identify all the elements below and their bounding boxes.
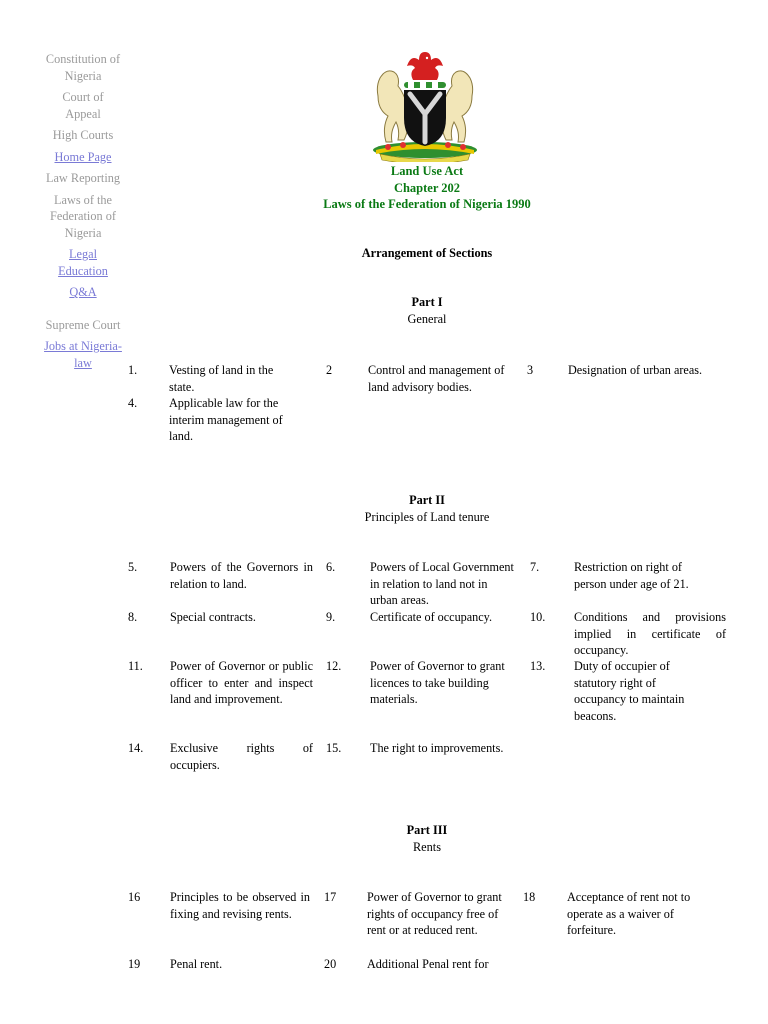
sidebar-item-home-page[interactable]: Home Page <box>54 149 112 164</box>
section-number: 7. <box>530 560 540 574</box>
sidebar-item-laws-federation[interactable]: Laws of the Federation of Nigeria <box>50 192 116 240</box>
section-link[interactable]: Applicable law for the interim management of land. <box>169 396 283 444</box>
section-link[interactable]: Powers of Local Government in relation to land not in urban areas. <box>370 560 514 608</box>
document-subtitle: Laws of the Federation of Nigeria 1990 <box>323 197 531 211</box>
sidebar-item-high-courts[interactable]: High Courts <box>52 128 114 142</box>
section-link[interactable]: Power of Governor or public officer to enter and inspect land and improvement. <box>170 659 313 707</box>
section-number: 10. <box>530 610 546 624</box>
section-number: 17 <box>324 890 337 904</box>
arrangement-heading: Arrangement of Sections <box>361 246 493 260</box>
section-number: 19 <box>128 957 141 971</box>
coat-of-arms-icon <box>368 46 482 162</box>
section-link[interactable]: Conditions and provisions implied in certificate of occupancy. <box>574 610 726 658</box>
section-number: 1. <box>128 363 138 377</box>
sidebar-item-constitution[interactable]: Constitution of Nigeria <box>45 52 121 83</box>
document-title: Land Use Act <box>390 164 464 178</box>
section-link[interactable]: Restriction on right of person under age of 21. <box>574 560 689 591</box>
part-1-name: General <box>407 312 447 326</box>
section-number: 15. <box>326 741 342 755</box>
section-link[interactable]: Additional Penal rent for <box>367 957 489 971</box>
section-link[interactable]: Power of Governor to grant licences to take building materials. <box>370 659 505 707</box>
section-number: 18 <box>523 890 536 904</box>
section-link[interactable]: Control and management of land advisory bodies. <box>368 363 505 394</box>
sidebar-item-law-reporting[interactable]: Law Reporting <box>45 171 121 185</box>
sidebar-nav <box>44 51 122 376</box>
section-link[interactable]: Penal rent. <box>170 957 223 971</box>
sidebar-item-court-of-appeal[interactable]: Court of Appeal <box>62 90 104 121</box>
document-chapter: Chapter 202 <box>393 181 461 195</box>
section-number: 12. <box>326 659 342 673</box>
section-link[interactable]: Acceptance of rent not to operate as a waiver of forfeiture. <box>567 890 691 938</box>
section-number: 6. <box>326 560 336 574</box>
section-link[interactable]: Vesting of land in the state. <box>169 363 274 394</box>
section-number: 13. <box>530 659 546 673</box>
section-link[interactable]: The right to improvements. <box>370 741 504 755</box>
section-link[interactable]: Duty of occupier of statutory right of occupancy to maintain beacons. <box>574 659 685 723</box>
section-link[interactable]: Powers of the Governors in relation to land. <box>170 560 313 591</box>
section-link[interactable]: Power of Governor to grant rights of occupancy free of rent or at reduced rent. <box>367 890 502 938</box>
section-link[interactable]: Special contracts. <box>170 610 256 624</box>
section-number: 8. <box>128 610 138 624</box>
section-number: 16 <box>128 890 141 904</box>
sidebar-item-legal-education[interactable]: Legal Education <box>58 247 108 278</box>
part-2-name: Principles of Land tenure <box>364 510 490 524</box>
section-link[interactable]: Principles to be observed in fixing and revising rents. <box>170 890 310 921</box>
part-2-label: Part II <box>409 493 445 507</box>
section-number: 9. <box>326 610 336 624</box>
sidebar-item-supreme-court[interactable]: Supreme Court <box>45 317 121 332</box>
section-link[interactable]: Designation of urban areas. <box>568 363 703 377</box>
section-number: 3 <box>527 363 534 377</box>
section-number: 20 <box>324 957 337 971</box>
section-number: 2 <box>326 363 333 377</box>
part-1-label: Part I <box>411 295 443 309</box>
section-link[interactable]: Certificate of occupancy. <box>370 610 493 624</box>
sidebar-item-qa[interactable]: Q&A <box>69 285 97 299</box>
section-number: 14. <box>128 741 144 755</box>
section-number: 11. <box>128 659 143 673</box>
section-number: 5. <box>128 560 138 574</box>
part-3-name: Rents <box>412 840 441 854</box>
section-number: 4. <box>128 396 138 410</box>
sidebar-item-jobs[interactable]: Jobs at Nigeria-law <box>44 339 122 370</box>
section-link[interactable]: Exclusive rights of occupiers. <box>170 741 313 772</box>
part-3-label: Part III <box>406 823 448 837</box>
